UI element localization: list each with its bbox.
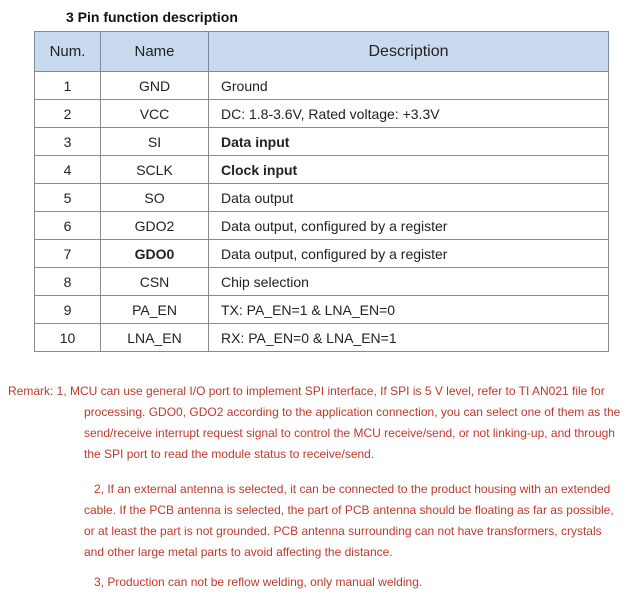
table-row [35,184,609,212]
pin-description: Chip selection [209,268,609,296]
pin-description: Data output, configured by a register [209,240,609,268]
pin-number: 6 [35,212,101,240]
header-name: Name [101,32,209,72]
table-row [35,100,609,128]
section-title: 3 Pin function description [66,9,238,25]
table-row [35,324,609,352]
remark-paragraph-2: 2, If an external antenna is selected, it can be connected to the product housing with an extended cable. If the PCB antenna is selected, the part of PCB antenna should be floating as far as possible, or at least the part is not grounded. PCB antenna surrounding can not have transformers, crystals and other large metal parts to avoid affecting the distance. [84,482,614,559]
pin-name: PA_EN [101,296,209,324]
pin-number: 3 [35,128,101,156]
pin-description: Clock input [209,156,609,184]
pin-name: GND [101,72,209,100]
pin-description: Data output [209,184,609,212]
table-row [35,212,609,240]
pin-function-table [34,31,609,352]
pin-number: 10 [35,324,101,352]
table-row [35,128,609,156]
pin-number: 8 [35,268,101,296]
pin-name: LNA_EN [101,324,209,352]
pin-description: RX: PA_EN=0 & LNA_EN=1 [209,324,609,352]
header-num: Num. [35,32,101,72]
table-row [35,296,609,324]
pin-description: Data output, configured by a register [209,212,609,240]
pin-name: SI [101,128,209,156]
pin-number: 2 [35,100,101,128]
remark-paragraph-1: Remark: 1, MCU can use general I/O port to implement SPI interface, If SPI is 5 V level, refer to TI AN021 file for processing. GDO0, GDO2 according to the application connection, you can select one of them as the send/receive interrupt request signal to control the MCU receive/send, or not linking-up, and through the SPI port to read the module status to receive/send. [8,384,621,461]
pin-number: 5 [35,184,101,212]
pin-number: 1 [35,72,101,100]
pin-name: SCLK [101,156,209,184]
pin-description: Ground [209,72,609,100]
table-header-row [35,32,609,72]
table-row [35,268,609,296]
table-row [35,72,609,100]
remark-paragraph-3: 3, Production can not be reflow welding, only manual welding. [94,575,423,589]
pin-number: 7 [35,240,101,268]
pin-description: TX: PA_EN=1 & LNA_EN=0 [209,296,609,324]
pin-name: GDO0 [101,240,209,268]
table-row [35,240,609,268]
table-row [35,156,609,184]
pin-number: 9 [35,296,101,324]
header-description: Description [209,32,609,72]
pin-name: CSN [101,268,209,296]
pin-name: VCC [101,100,209,128]
pin-description: DC: 1.8-3.6V, Rated voltage: +3.3V [209,100,609,128]
pin-name: SO [101,184,209,212]
pin-number: 4 [35,156,101,184]
pin-name: GDO2 [101,212,209,240]
pin-description: Data input [209,128,609,156]
